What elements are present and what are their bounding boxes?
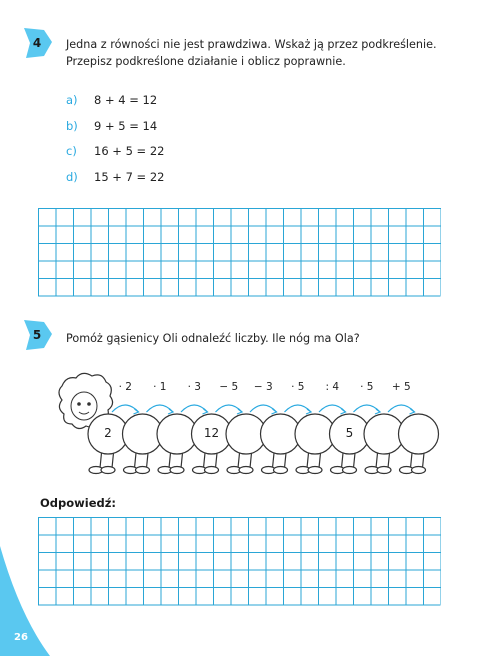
task-4-option-d[interactable]: d) 15 + 7 = 22	[66, 170, 165, 184]
operation-arrow-icon	[181, 405, 208, 412]
task-5-answer-grid[interactable]	[38, 517, 441, 606]
segment-value: 2	[104, 426, 112, 440]
task-4-option-a[interactable]: a) 8 + 4 = 12	[66, 93, 158, 107]
arrow-head-icon	[375, 409, 380, 414]
arrow-head-icon	[272, 409, 277, 414]
segment-value: 5	[345, 426, 354, 440]
operation-label: : 4	[325, 381, 340, 393]
arrow-head-icon	[237, 409, 242, 414]
operation-label: − 5	[219, 381, 239, 393]
task-5-number: 5	[32, 328, 42, 342]
task-4-badge	[20, 26, 54, 60]
task-4-writing-grid[interactable]	[38, 208, 441, 297]
operation-label: + 5	[391, 381, 411, 393]
task-4-instruction: Jedna z równości nie jest prawdziwa. Wskaż ją przez podkreślenie. Przepisz podkreślone działanie i oblicz poprawnie.	[66, 38, 437, 68]
task-5-badge	[20, 318, 54, 352]
segment-value: 12	[203, 426, 220, 440]
operation-label: · 2	[118, 381, 132, 393]
arrow-head-icon	[341, 409, 346, 414]
operation-arrow-icon	[388, 405, 415, 412]
task-4-option-c[interactable]: c) 16 + 5 = 22	[66, 144, 165, 158]
caterpillar-segment[interactable]	[399, 414, 439, 454]
arrow-head-icon	[168, 409, 173, 414]
task-5-instruction: Pomóż gąsienicy Oli odnaleźć liczby. Ile nóg ma Ola?	[66, 332, 360, 345]
operation-arrow-icon	[250, 405, 277, 412]
operation-label: · 5	[360, 381, 374, 393]
operation-label: · 3	[187, 381, 201, 393]
operation-arrow-icon	[147, 405, 174, 412]
operation-arrow-icon	[112, 405, 139, 412]
arrow-head-icon	[134, 409, 139, 414]
operation-label: − 3	[253, 381, 273, 393]
arrow-head-icon	[203, 409, 208, 414]
page-number: 26	[14, 632, 28, 643]
arrow-head-icon	[306, 409, 311, 414]
task-4-option-b[interactable]: b) 9 + 5 = 14	[66, 119, 158, 133]
operation-arrow-icon	[354, 405, 381, 412]
arrow-head-icon	[410, 409, 415, 414]
operation-label: · 5	[291, 381, 305, 393]
operation-label: · 1	[153, 381, 167, 393]
operation-arrow-icon	[285, 405, 312, 412]
operation-arrow-icon	[319, 405, 346, 412]
task-4-number: 4	[32, 36, 42, 50]
answer-label: Odpowiedź:	[40, 496, 117, 510]
operation-arrow-icon	[216, 405, 243, 412]
